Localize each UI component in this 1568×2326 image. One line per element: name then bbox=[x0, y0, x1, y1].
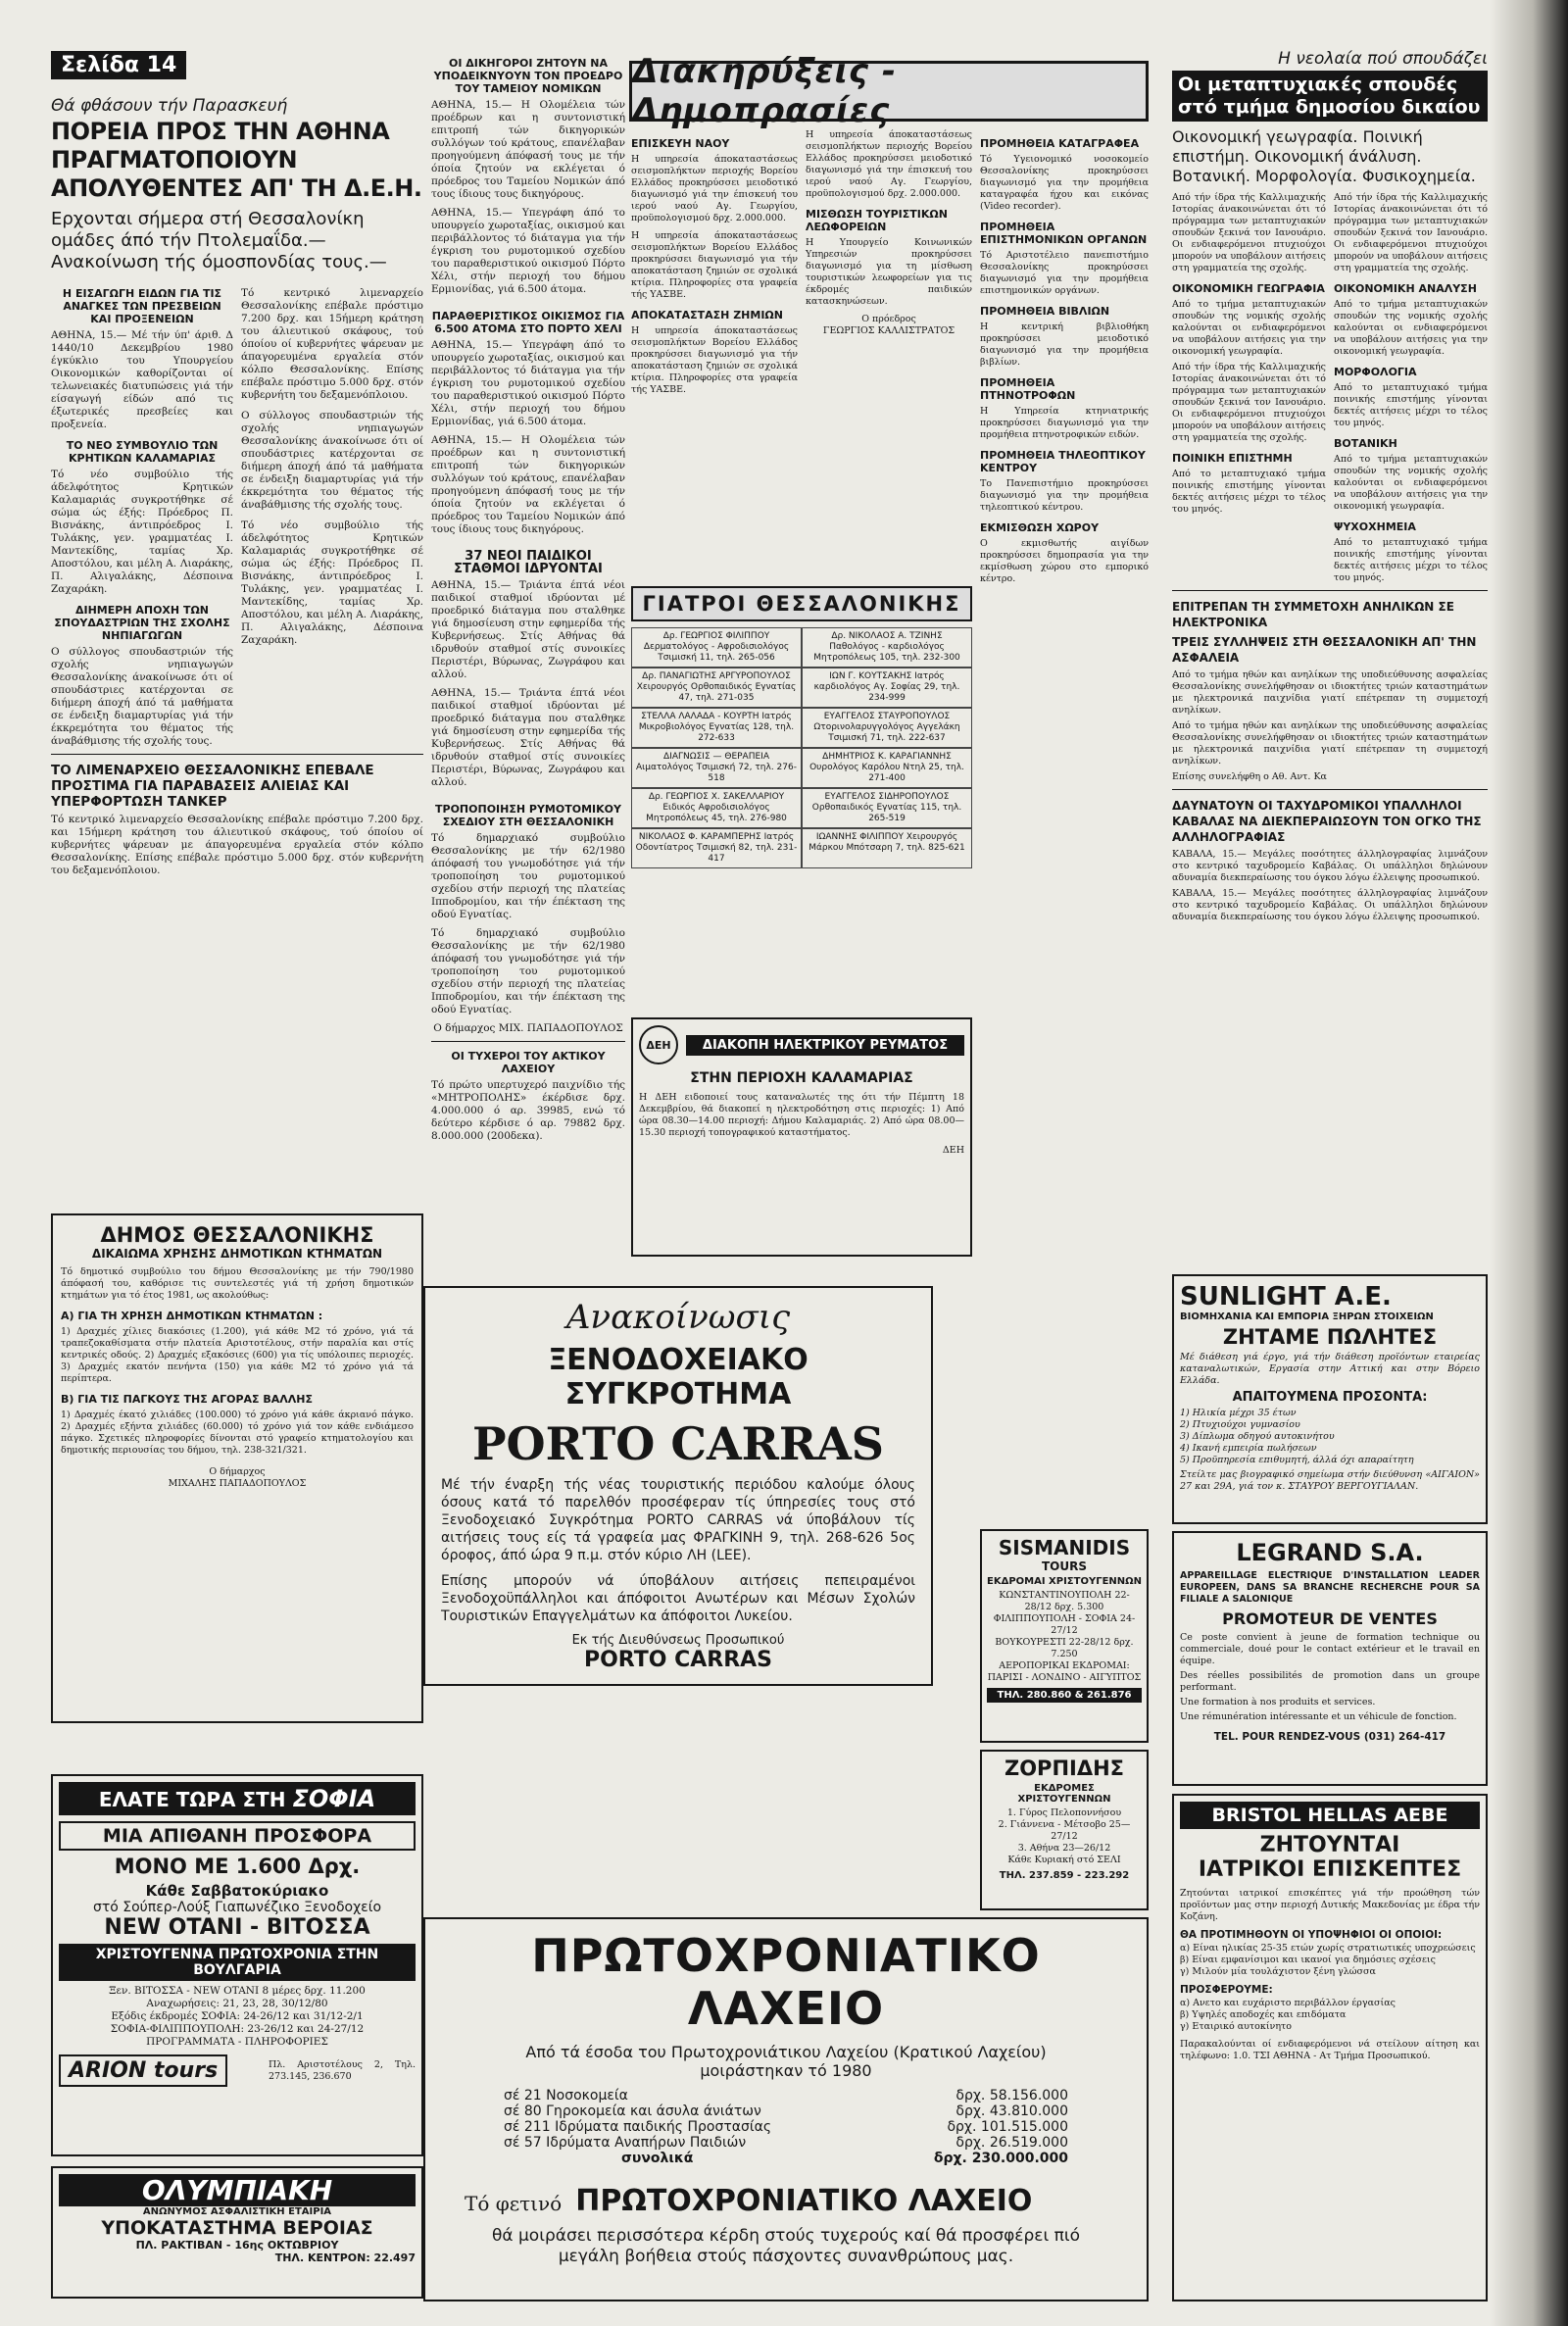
column-2 bbox=[431, 49, 625, 1143]
page-number: Σελίδα 14 bbox=[51, 51, 186, 79]
lottery-row-desc: σέ 211 Ιδρύματα παιδικής Προστασίας bbox=[504, 2119, 772, 2135]
section-body: Τό νέο συμβούλιο τής άδελφότητος Κρητικών Καλαμαριάς συγκροτήθηκε σέ σώμα ώς έξής: Πρόεδρος Π. Βισνάκης, άντιπρόεδρος Ι. Τυλάκης, γεν. γραμματέας Ι. Μαντεκίδης, ταμίας Χρ. Αποστόλου, και μέλη Α. Λιαράκης, Π. Αλιγαλάκης, Δέσποινα Ζαχαράκη. bbox=[51, 469, 233, 595]
ad-line: ΚΩΝΣΤΑΝΤΙΝΟΥΠΟΛΗ 22-28/12 δρχ. 5.300 bbox=[999, 1590, 1130, 1612]
olympiaki-insurance-ad bbox=[51, 2166, 423, 2299]
section-title: ΜΟΡΦΟΛΟΓΙΑ bbox=[1334, 366, 1417, 378]
ad-line: Κάθε Σαββατοκύριακο bbox=[145, 1882, 329, 1900]
doctor-entry: ΙΩΑΝΝΗΣ ΦΙΛΙΠΠΟΥ Χειρουργός Μάρκου Μπότσαρη 7, τηλ. 825-621 bbox=[802, 828, 972, 868]
section-headline: ΤΟ ΛΙΜΕΝΑΡΧΕΙΟ ΘΕΣΣΑΛΟΝΙΚΗΣ ΕΠΕΒΑΛΕ ΠΡΟΣΤΙΜΑ ΓΙΑ ΠΑΡΑΒΑΣΕΙΣ ΑΛΙΕΙΑΣ ΚΑΙ ΥΠΕΡΦΟΡΤΩΣΗ ΤΑΝΚΕΡ bbox=[51, 763, 374, 810]
page-curl-edge bbox=[1490, 0, 1568, 2326]
signature-name: ΜΙΧΑΛΗΣ ΠΑΠΑΔΟΠΟΥΛΟΣ bbox=[168, 1478, 307, 1489]
section-body: ΑΘΗΝΑ, 15.— Υπεγράφη άπό το υπουργείο χωροταξίας, οικισμού και περιβάλλοντος τό διάταγμα για τήν έγκριση του ρυμοτομικού σχεδίου του παραθεριστικού οικισμού Πόρτο Χέλι, στήν περιοχή του δήμου Ερμιονίδας, γιά 6.500 άτομα. bbox=[431, 339, 625, 427]
ad-line: ΒΟΥΚΟΥΡΕΣΤΙ 22-28/12 δρχ. 7.250 bbox=[995, 1637, 1134, 1659]
doctor-entry: Δρ. ΓΕΩΡΓΙΟΣ Χ. ΣΑΚΕΛΛΑΡΙΟΥ Ειδικός Αφροδισιολόγος Μητροπόλεως 45, τηλ. 276-980 bbox=[631, 788, 802, 828]
sunlight-ad bbox=[1172, 1274, 1488, 1524]
porto-carras-announcement bbox=[423, 1286, 933, 1686]
ad-phone: ΤΗΛ. 280.860 & 261.876 bbox=[987, 1688, 1142, 1703]
ad-offer: Une rémunération intéressante et un véhicule de fonction. bbox=[1180, 1711, 1457, 1722]
notice-title: ΠΡΟΜΗΘΕΙΑ ΒΙΒΛΙΩΝ bbox=[980, 305, 1110, 318]
section-body: ΑΘΗΝΑ, 15.— Υπεγράφη άπό το υπουργείο χωροταξίας, οικισμού και περιβάλλοντος τό διάταγμα για τήν έγκριση του ρυμοτομικού σχεδίου του παραθεριστικού οικισμού Πόρτο Χέλι, στήν περιοχή του δήμου Ερμιονίδας, γιά 6.500 άτομα. bbox=[431, 207, 625, 295]
ad-subbrand: TOURS bbox=[1041, 1559, 1087, 1573]
ad-detail: ΠΡΟΓΡΑΜΜΑΤΑ - ΠΛΗΡΟΦΟΡΙΕΣ bbox=[146, 2036, 328, 2048]
ad-lead bbox=[59, 1782, 416, 1815]
section-body: ΑΘΗΝΑ, 15.— Τριάντα έπτά νέοι παιδικοί σταθμοί ιδρύονται μέ προεδρικό διάταγμα που σταλθηκε γιά δημοσίευση στην εφημερίδα τής Κυβερνήσεως. Στίς Αθήνας θά ιδρυθούν σταθμοί στίς συνοικίες Περιστέρι, Βύρωνας, Ζωγράφου και αλλού. bbox=[431, 579, 625, 680]
doctor-entry: Δρ. ΓΕΩΡΓΙΟΣ ΦΙΛΙΠΠΟΥ Δερματολόγος - Αφροδισιολόγος Τσιμισκή 11, τηλ. 265-056 bbox=[631, 627, 802, 668]
lottery-row bbox=[504, 2135, 1068, 2151]
ad-req: 1) Ηλικία μέχρι 35 έτων bbox=[1180, 1408, 1297, 1418]
article-subhead: Οικονομική γεωγραφία. Ποινική επιστήμη. Οικονομική άνάλυση. Βοτανική. Μορφολογία. Φυσικοχημεία. bbox=[1172, 127, 1476, 185]
ad-line: ΑΕΡΟΠΟΡΙΚΑΙ ΕΚΔΡΟΜΑΙ: ΠΑΡΙΣΙ - ΛΟΝΔΙΝΟ - ΑΙΓΥΠΤΟΣ bbox=[987, 1660, 1142, 1683]
article-body: Ο σύλλογος σπουδαστριών τής σχολής νηπιαγωγών Θεσσαλονίκης άνακοίνωσε ότι οί σπουδάστριες κατέρχονται σε διήμερη άποχή άπό τά μαθήματα σε ένδειξη διαμαρτυρίας γιά τήν έκκρεμότητα του θέματος τής άναβάθμισης τής σχολής τους. bbox=[241, 410, 423, 511]
notices-column-c bbox=[980, 129, 1149, 585]
notice-body: Η υπηρεσία άποκαταστάσεως σεισμοπλήκτων περιοχής Βορείου Ελλάδος προκηρύσσει μειοδοτικό διαγωνισμό γιά την έπισκευή του ιερού ναού Αγ. Γεωργίου, προϋπολογισμού δρχ. 2.000.000. bbox=[806, 129, 972, 199]
notice-body: Ο εκμισθωτής αιγίδων προκηρύσσει δημοπρασία για την εκμίσθωση χώρου στο εμπορικό κέντρο. bbox=[980, 538, 1149, 584]
zorpidis-tours-ad bbox=[980, 1750, 1149, 1910]
ad-req: 2) Πτυχιούχοι γυμνασίου bbox=[1180, 1419, 1300, 1430]
article-headline: ΠΟΡΕΙΑ ΠΡΟΣ ΤΗΝ ΑΘΗΝΑ ΠΡΑΓΜΑΤΟΠΟΙΟΥΝ ΑΠΟΛΥΘΕΝΤΕΣ ΑΠ' ΤΗ Δ.Ε.Η. bbox=[51, 118, 422, 202]
ad-req-title: ΑΠΑΙΤΟΥΜΕΝΑ ΠΡΟΣΟΝΤΑ: bbox=[1232, 1390, 1428, 1405]
agency-logo: ARION tours bbox=[59, 2054, 227, 2087]
ad-brand: ΣΟΦΙΑ bbox=[292, 1785, 376, 1812]
ad-req: 5) Προϋπηρεσία επιθυμητή, άλλά όχι απαραίτητη bbox=[1180, 1455, 1414, 1465]
lottery-total-row bbox=[504, 2151, 1068, 2166]
section-title: ΤΡΟΠΟΠΟΙΗΣΗ ΡΥΜΟΤΟΜΙΚΟΥ ΣΧΕΔΙΟΥ ΣΤΗ ΘΕΣΣΑΛΟΝΙΚΗ bbox=[435, 803, 621, 828]
dei-body: Η ΔΕΗ ειδοποιεί τους καταναλωτές της ότι τήν Πέμπτη 18 Δεκεμβρίου, θά διακοπεί η ηλεκτροδότηση στις περιοχές: 1) Από ώρα 08.30—14.00 περιοχή: Δήμου Καλαμαριάς. 2) Από ώρα 08.00—15.30 περιοχή τοπογραφικού καταστήματος. bbox=[639, 1092, 964, 1138]
bristol-hellas-ad bbox=[1172, 1794, 1488, 2301]
doctor-entry: ΕΥΑΓΓΕΛΟΣ ΣΤΑΥΡΟΠΟΥΛΟΣ Ωτορινολαρυγγολόγος Αγγελάκη Τσιμισκή 71, τηλ. 222-637 bbox=[802, 708, 972, 748]
article-kicker: Θά φθάσουν τήν Παρασκευή bbox=[51, 96, 288, 116]
ad-brand: ΟΛΥΜΠΙΑΚΗ bbox=[59, 2174, 416, 2206]
announcement-sign-brand: PORTO CARRAS bbox=[583, 1648, 773, 1672]
announcement-body: Επίσης μπορούν νά ύποβάλουν αιτήσεις πεπειραμένοι Ξενοδοχοϋπάλληλοι και άπόφοιτοι Ανωτέρων και Μέσων Σχολών Τουριστικών Επαγγελμάτων κα άπόφοιτοι Λυκείου. bbox=[441, 1573, 915, 1624]
ad-offer: Une formation à nos produits et services. bbox=[1180, 1697, 1376, 1707]
ad-detail: Αναχωρήσεις: 21, 23, 28, 30/12/80 bbox=[146, 1998, 328, 2009]
section-body: Τό πρώτο υπερτυχερό παιχνίδιο τής «ΜΗΤΡΟΠΟΛΗΣ» έκέρδισε δρχ. 4.000.000 ό αρ. 39985, ενώ τό δεύτερο κέρδισε ό αρ. 79882 δρχ. 8.000.000 (200δεκα). bbox=[431, 1079, 625, 1142]
section-title: ΔΙΗΜΕΡΗ ΑΠΟΧΗ ΤΩΝ ΣΠΟΥΔΑΣΤΡΙΩΝ ΤΗΣ ΣΧΟΛΗΣ ΝΗΠΙΑΓΩΓΩΝ bbox=[54, 604, 230, 642]
ad-phone: ΤΗΛ. ΚΕΝΤΡΟΝ: 22.497 bbox=[274, 2252, 416, 2264]
lottery-footer-title: ΠΡΩΤΟΧΡΟΝΙΑΤΙΚΟ ΛΑΧΕΙΟ bbox=[575, 2184, 1033, 2218]
notice-body: Τό Υγειονομικό νοσοκομείο Θεσσαλονίκης προκηρύσσει διαγωνισμό για την προμήθεια καταγραφέα ήχου και εικόνας (Video recorder). bbox=[980, 154, 1149, 212]
section-body: ΚΑΒΑΛΑ, 15.— Μεγάλες ποσότητες άλληλογραφίας λιμνάζουν στο κεντρικό ταχυδρομείο Καβάλας. Οι υπάλληλοι δηλώνουν αδυναμία διεκπεραίωσης του όγκου λόγω έλλειψης προσωπικού. bbox=[1172, 888, 1488, 922]
notice-body: Τό δημοτικό συμβούλιο του δήμου Θεσσαλονίκης με τήν 790/1980 άπόφασή του, καθόρισε τις συντελεστές γιά τή χρήση δημοτικών κτημάτων για τό έτος 1981, ως ακολούθως: bbox=[61, 1266, 414, 1301]
notices-banner bbox=[629, 52, 1149, 130]
ad-desc: ΒΙΟΜΗΧΑΝΙΑ ΚΑΙ ΕΜΠΟΡΙΑ ΞΗΡΩΝ ΣΤΟΙΧΕΙΩΝ bbox=[1180, 1311, 1434, 1322]
doctor-entry: ΔΗΜΗΤΡΙΟΣ Κ. ΚΑΡΑΓΙΑΝΝΗΣ Ουρολόγος Καρόλου Ντηλ 25, τηλ. 271-400 bbox=[802, 748, 972, 788]
ad-intro: Μέ διάθεση γιά έργο, γιά τήν διάθεση προϊόντων εταιρείας καταναλωτικών, Εργασία στην Αττική και στην Βόρειο Ελλάδα. bbox=[1180, 1352, 1480, 1386]
section-body: ΚΑΒΑΛΑ, 15.— Μεγάλες ποσότητες άλληλογραφίας λιμνάζουν στο κεντρικό ταχυδρομείο Καβάλας. Οι υπάλληλοι δηλώνουν αδυναμία διεκπεραίωσης του όγκου λόγω έλλειψης προσωπικού. bbox=[1172, 849, 1488, 883]
ad-offer: β) Υψηλές αποδοχές και επιδόματα bbox=[1180, 2009, 1347, 2020]
article-subhead: Ερχονται σήμερα στή Θεσσαλονίκη ομάδες άπό τήν Πτολεμαΐδα.— Ανακοίνωση τής όμοσπονδίας τους.— bbox=[51, 209, 387, 272]
notices-column-a bbox=[631, 129, 798, 396]
ad-branch: ΥΠΟΚΑΤΑΣΤΗΜΑ ΒΕΡΟΙΑΣ bbox=[101, 2217, 373, 2239]
ad-intro: Ce poste convient à jeune de formation technique ou commerciale, doué pour le contact extérieur et le travail en équipe. bbox=[1180, 1632, 1480, 1666]
ad-offer-title: ΠΡΟΣΦΕΡΟΥΜΕ: bbox=[1180, 1984, 1273, 1996]
lottery-row-desc: σέ 80 Γηροκομεία και άσυλα άνιάτων bbox=[504, 2103, 761, 2119]
section-subheadline: ΤΡΕΙΣ ΣΥΛΛΗΨΕΙΣ ΣΤΗ ΘΕΣΣΑΛΟΝΙΚΗ ΑΠ' ΤΗΝ ΑΣΦΑΛΕΙΑ bbox=[1172, 635, 1477, 665]
signature-role: Ο πρόεδρος bbox=[861, 314, 916, 324]
doctor-entry: Δρ. ΝΙΚΟΛΑΟΣ Α. ΤΖΙΝΗΣ Παθολόγος - καρδιολόγος Μητροπόλεως 105, τηλ. 232-300 bbox=[802, 627, 972, 668]
announcement-title: ΞΕΝΟΔΟΧΕΙΑΚΟ ΣΥΓΚΡΟΤΗΜΑ bbox=[548, 1343, 808, 1411]
notice-body: Η υπηρεσία άποκαταστάσεως σεισμοπλήκτων Βορείου Ελλάδος προκηρύσσει διαγωνισμό για τήν αποκατάσταση ζημιών σε σχολικά κτίρια. Πληροφορίες στα γραφεία τής ΥΑΣΒΕ. bbox=[631, 230, 798, 300]
ad-line: 3. Αθήνα 23—26/12 bbox=[1017, 1843, 1111, 1854]
notice-body: Η κεντρική βιβλιοθήκη προκηρύσσει μειοδοτικό διαγωνισμό για την προμήθεια βιβλίων. bbox=[980, 322, 1149, 368]
ad-desc: APPAREILLAGE ELECTRIQUE D'INSTALLATION LEADER EUROPEEN, DANS SA BRANCHE RECHERCHE POUR SA FILIALE A SALONIQUE bbox=[1180, 1570, 1480, 1605]
notice-section: Α) ΓΙΑ ΤΗ ΧΡΗΣΗ ΔΗΜΟΤΙΚΩΝ ΚΤΗΜΑΤΩΝ : bbox=[61, 1310, 323, 1322]
dei-logo: ΔΕΗ bbox=[639, 1025, 678, 1064]
section-title: ΠΟΙΝΙΚΗ ΕΠΙΣΤΗΜΗ bbox=[1172, 452, 1293, 465]
ad-address: ΠΛ. ΡΑΚΤΙΒΑΝ - 16ης ΟΚΤΩΒΡΙΟΥ bbox=[135, 2239, 339, 2252]
announcement-sign: Εκ τής Διευθύνσεως Προσωπικού bbox=[571, 1633, 785, 1648]
section-title: 37 ΝΕΟΙ ΠΑΙΔΙΚΟΙ ΣΤΑΘΜΟΙ ΙΔΡΥΟΝΤΑΙ bbox=[454, 549, 603, 576]
ad-offer: Des réelles possibilités de promotion dans un groupe performant. bbox=[1180, 1670, 1480, 1693]
ad-headline: ΖΗΤΟΥΝΤΑΙ bbox=[1259, 1833, 1400, 1857]
notice-section: Β) ΓΙΑ ΤΙΣ ΠΑΓΚΟΥΣ ΤΗΣ ΑΓΟΡΑΣ ΒΑΛΛΗΣ bbox=[61, 1393, 314, 1406]
ad-headline: ΙΑΤΡΙΚΟΙ ΕΠΙΣΚΕΠΤΕΣ bbox=[1198, 1857, 1462, 1882]
lottery-row bbox=[504, 2119, 1068, 2135]
section-body: Από το μεταπτυχιακό τμήμα ποινικής επιστήμης γίνονται δεκτές αιτήσεις μέχρι το τέλος του μηνός. bbox=[1334, 382, 1488, 428]
notices-column-b bbox=[806, 129, 972, 337]
section-title: ΟΙΚΟΝΟΜΙΚΗ ΑΝΑΛΥΣΗ bbox=[1334, 282, 1477, 295]
notice-title: ΑΠΟΚΑΤΑΣΤΑΣΗ ΖΗΜΙΩΝ bbox=[631, 309, 783, 322]
ad-line: Κάθε Κυριακή στό ΣΕΛΙ bbox=[1007, 1855, 1121, 1865]
article-body: Από τήν ίδρα τής Καλλιμαχικής Ιστορίας άνακοινώνεται ότι τό πρόγραμμα των μεταπτυχιακών σπουδών ξεκινά τον Ιανουάριο. Οι ενδιαφερόμενοι πτυχιούχοι μπορούν να υποβάλουν αιτήσεις στη γραμματεία της σχολής. bbox=[1172, 192, 1326, 273]
ad-contact: Παρακαλούνται οί ενδιαφερόμενοι νά στείλουν αίτηση και τηλέφωνο: 1.0. ΤΣΙ ΑΘΗΝΑ - Ατ Τμήμα Προσωπικού. bbox=[1180, 2039, 1480, 2061]
notice-body: Η υπηρεσία άποκαταστάσεως σεισμοπλήκτων περιοχής Βορείου Ελλάδος προκηρύσσει μειοδοτικό διαγωνισμό γιά την έπισκευή του ιερού ναού Αγ. Γεωργίου, προϋπολογισμού δρχ. 2.000.000. bbox=[631, 154, 798, 223]
banner-title: Διακηρύξεις - Δημοπρασίες bbox=[632, 52, 897, 130]
ad-headline: PROMOTEUR DE VENTES bbox=[1222, 1609, 1438, 1628]
lottery-footer-lead: Τό φετινό bbox=[465, 2192, 563, 2215]
notice-section-body: 1) Δραχμές χίλιες διακόσιες (1.200), γιά κάθε Μ2 τό χρόνο, γιά τά τραπεζοκαθίσματα στήν πλατεία Αριστοτέλους, στήν παραλία και στίς κεντρικές οδούς. 2) Δραχμές εξακόσιες (600) για τίς υπόλοιπες περιοχές. 3) Δραχμές εκατόν πενήντα (150) για κάθε Μ2 τό χρόνο γιά τά περίπτερα. bbox=[61, 1326, 414, 1384]
sofia-travel-ad bbox=[51, 1774, 423, 2156]
ad-phone: TEL. POUR RENDEZ-VOUS (031) 264-417 bbox=[1213, 1731, 1446, 1743]
section-title: ΟΙΚΟΝΟΜΙΚΗ ΓΕΩΓΡΑΦΙΑ bbox=[1172, 282, 1325, 295]
article-body: Από τήν ίδρα τής Καλλιμαχικής Ιστορίας άνακοινώνεται ότι τό πρόγραμμα των μεταπτυχιακών σπουδών ξεκινά τον Ιανουάριο. Οι ενδιαφερόμενοι πτυχιούχοι μπορούν να υποβάλουν αιτήσεις στη γραμματεία της σχολής. bbox=[1334, 192, 1488, 273]
notice-body: Η Υπουργείο Κοινωνικών Υπηρεσιών προκηρύσσει διαγωνισμό για τη μίσθωση τουριστικών λεωφορείων για τις έκδρομές παιδικών κατασκηνώσεων. bbox=[806, 237, 972, 307]
lottery-row-desc: σέ 21 Νοσοκομεία bbox=[504, 2088, 628, 2103]
dei-sign: ΔΕΗ bbox=[942, 1145, 964, 1156]
doctor-entry: ΝΙΚΟΛΑΟΣ Φ. ΚΑΡΑΜΠΕΡΗΣ Ιατρός Οδοντίατρος Τσιμισκή 82, τηλ. 231-417 bbox=[631, 828, 802, 868]
ad-req-title: ΘΑ ΠΡΟΤΙΜΗΘΟΥΝ ΟΙ ΥΠΟΨΗΦΙΟΙ ΟΙ ΟΠΟΙΟΙ: bbox=[1180, 1929, 1443, 1941]
article-kicker: Η νεολαία πού σπουδάζει bbox=[1278, 49, 1488, 69]
column-1 bbox=[51, 96, 423, 877]
section-title: ΨΥΧΟΧΗΜΕΙΑ bbox=[1334, 520, 1416, 533]
announcement-kicker: Ανακοίνωσις bbox=[565, 1298, 791, 1337]
section-title: ΒΟΤΑΝΙΚΗ bbox=[1334, 437, 1397, 450]
ad-offer: γ) Εταιρικό αυτοκίνητο bbox=[1180, 2021, 1292, 2032]
section-title: ΟΙ ΤΥΧΕΡΟΙ ΤΟΥ ΑΚΤΙΚΟΥ ΛΑΧΕΙΟΥ bbox=[451, 1050, 606, 1075]
signature-name: ΓΕΩΡΓΙΟΣ ΚΑΛΛΙΣΤΡΑΤΟΣ bbox=[822, 325, 956, 336]
announcement-body: Μέ τήν έναρξη τής νέας τουριστικής περιόδου καλούμε όλους όσους κατά τό παρελθόν προσέφεραν τίς ύπηρεσίες τους στό Ξενοδοχειακό Συγκρότημα PORTO CARRAS νά ύποβάλουν τίς αιτήσεις τους είς τά γραφεία μας ΦΡΑΓΚΙΝΗ 9, τηλ. 268-626 5ος όροφος, άπό ώρα 9 π.μ. στόν κύριο ΛΗ (LEE). bbox=[441, 1477, 915, 1563]
lottery-row bbox=[504, 2088, 1068, 2103]
sismanidis-tours-ad bbox=[980, 1529, 1149, 1743]
lottery-row-amount: δρχ. 26.519.000 bbox=[956, 2135, 1068, 2151]
section-title: ΟΙ ΔΙΚΗΓΟΡΟΙ ΖΗΤΟΥΝ ΝΑ ΥΠΟΔΕΙΚΝΥΟΥΝ ΤΟΝ ΠΡΟΕΔΡΟ ΤΟΥ ΤΑΜΕΙΟΥ ΝΟΜΙΚΩΝ bbox=[433, 57, 623, 95]
doctor-entry: ΙΩΝ Γ. ΚΟΥΤΣΑΚΗΣ Ιατρός καρδιολόγος Αγ. Σοφίας 29, τηλ. 234-999 bbox=[802, 668, 972, 708]
section-body: Τό δημαρχιακό συμβούλιο Θεσσαλονίκης με τήν 62/1980 άπόφασή του γνωμοδότησε γιά τήν τροποποίηση του ρυμοτομικού σχεδίου στήν περιοχή της πλατείας Ιπποδρομίου, και τήν έπέκταση της οδού Εγνατίας. bbox=[431, 927, 625, 1015]
article-headline: Οι μεταπτυχιακές σπουδές στό τμήμα δημοσίου δικαίου bbox=[1172, 71, 1488, 122]
ad-intro: Ζητούνται ιατρικοί επισκέπτες γιά τήν προώθηση τών προϊόντων μας στην περιοχή Δυτικής Μακεδονίας με έδρα τήν Κοζάνη. bbox=[1180, 1888, 1480, 1922]
section-body: Τό κεντρικό λιμεναρχείο Θεσσαλονίκης επέβαλε πρόστιμο 7.200 δρχ. και 15ήμερη κράτηση του άλιευτικού σκάφους, τού όποίου οί κυβερνήτες ψάρευαν με άπαγορευμένα εργαλεία στόν κόλπο Θεσσαλονίκης. Επίσης επέβαλε πρόστιμο 5.000 δρχ. στόν κυβερνήτη του δεξαμενόπλοιου. bbox=[51, 814, 423, 876]
legrand-ad bbox=[1172, 1531, 1488, 1786]
section-title: ΠΑΡΑΘΕΡΙΣΤΙΚΟΣ ΟΙΚΙΣΜΟΣ ΓΙΑ 6.500 ΑΤΟΜΑ ΣΤΟ ΠΟΡΤΟ ΧΕΛΙ bbox=[431, 310, 625, 335]
ad-contact: Στείλτε μας βιογραφικό σημείωμα στήν διεύθυνση «ΑΙΓΑΙΟΝ» 27 και 29Α, γιά τον κ. ΣΤΑΥΡΟΥ ΒΕΡΓΟΥΓΙΑΛΑΝ. bbox=[1180, 1469, 1480, 1492]
ad-req: 4) Ικανή εμπειρία πωλήσεων bbox=[1180, 1443, 1317, 1454]
doctor-entry: Δρ. ΠΑΝΑΓΙΩΤΗΣ ΑΡΓΥΡΟΠΟΥΛΟΣ Χειρουργός Ορθοπαιδικός Εγνατίας 47, τηλ. 271-035 bbox=[631, 668, 802, 708]
notice-title: ΠΡΟΜΗΘΕΙΑ ΤΗΛΕΟΠΤΙΚΟΥ ΚΕΝΤΡΟΥ bbox=[980, 449, 1146, 474]
lottery-row-amount: δρχ. 101.515.000 bbox=[947, 2119, 1068, 2135]
lottery-row-amount: δρχ. 230.000.000 bbox=[933, 2151, 1068, 2166]
section-headline: ΕΠΙΤΡΕΠΑΝ ΤΗ ΣΥΜΜΕΤΟΧΗ ΑΝΗΛΙΚΩΝ ΣΕ ΗΛΕΚΤΡΟΝΙΚΑ bbox=[1172, 600, 1454, 629]
section-body: ΑΘΗΝΑ, 15.— Η Ολομέλεια τών προέδρων και η συντονιστική επιτροπή τών δικηγορικών συλλόγων τού κράτους, επανέλαβαν προηγούμενη άπόφασή τους με τήν όποία ζητούν να εκλέγεται ό πρόεδρος του Ταμείου Νομικών άπό τους ίδιους τους δικηγόρους. bbox=[431, 434, 625, 535]
ad-headline: ΖΗΤΑΜΕ ΠΩΛΗΤΕΣ bbox=[1222, 1325, 1438, 1349]
signature: Ο δήμαρχος ΜΙΧ. ΠΑΠΑΔΟΠΟΥΛΟΣ bbox=[433, 1022, 623, 1034]
section-body: Από το μεταπτυχιακό τμήμα ποινικής επιστήμης γίνονται δεκτές αιτήσεις μέχρι το τέλος του μηνός. bbox=[1334, 537, 1488, 583]
section-title: ΤΟ ΝΕΟ ΣΥΜΒΟΥΛΙΟ ΤΩΝ ΚΡΗΤΙΚΩΝ ΚΑΛΑΜΑΡΙΑΣ bbox=[66, 439, 219, 465]
ad-detail: Ξεν. ΒΙΤΟΣΣΑ - NEW OTANI 8 μέρες δρχ. 11.200 bbox=[109, 1985, 366, 1997]
section-body: Από το τμήμα μεταπτυχιακών σπουδών της νομικής σχολής καλούνται οι ενδιαφερόμενοι να υποβάλουν αιτήσεις για την οικονομική γεωγραφία. bbox=[1172, 299, 1326, 357]
notice-body: Τό Αριστοτέλειο πανεπιστήμιο Θεσσαλονίκης προκηρύσσει διαγωνισμό για την προμήθεια επιστημονικών οργάνων. bbox=[980, 250, 1149, 296]
ad-desc: ΑΝΩΝΥΜΟΣ ΑΣΦΑΛΙΣΤΙΚΗ ΕΤΑΙΡΙΑ bbox=[142, 2206, 332, 2217]
ad-brand: BRISTOL HELLAS AEBE bbox=[1180, 1802, 1480, 1829]
municipal-notice bbox=[51, 1213, 423, 1723]
section-body: Τό δημαρχιακό συμβούλιο Θεσσαλονίκης με τήν 62/1980 άπόφασή του γνωμοδότησε γιά τήν τροποποίηση του ρυμοτομικού σχεδίου στήν περιοχή της πλατείας Ιπποδρομίου, και τήν έπέκταση της οδού Εγνατίας. bbox=[431, 832, 625, 920]
doctor-entry: ΣΤΕΛΛΑ ΛΑΛΑΔΑ - ΚΟΥΡΤΗ Ιατρός Μικροβιολόγος Εγνατίας 128, τηλ. 272-633 bbox=[631, 708, 802, 748]
notice-body: Το Πανεπιστήμιο προκηρύσσει διαγωνισμό για την προμήθεια τηλεοπτικού κέντρου. bbox=[980, 478, 1149, 513]
ad-line: στό Σούπερ-Λούξ Γιαπωνέζικο Ξενοδοχείο bbox=[92, 1900, 382, 1915]
new-year-lottery-ad bbox=[423, 1917, 1149, 2301]
power-outage-notice bbox=[631, 1017, 972, 1257]
lottery-footer-body: θά μοιράσει περισσότερα κέρδη στούς τυχερούς καί θά προσφέρει πιό μεγάλη βοήθεια στούς πάσχοντες συνανθρώπους μας. bbox=[491, 2226, 1081, 2266]
lottery-row-desc: συνολικά bbox=[621, 2151, 694, 2166]
doctors-grid bbox=[631, 627, 972, 868]
dei-subtitle: ΣΤΗΝ ΠΕΡΙΟΧΗ ΚΑΛΑΜΑΡΙΑΣ bbox=[690, 1070, 913, 1086]
section-body: ΑΘΗΝΑ, 15.— Η Ολομέλεια τών προέδρων και η συντονιστική επιτροπή τών δικηγορικών συλλόγων τού κράτους, επανέλαβαν προηγούμενη άπόφασή τους με τήν όποία ζητούν να εκλέγεται ό πρόεδρος του Ταμείου Νομικών άπό τους ίδιους τους δικηγόρους. bbox=[431, 99, 625, 200]
notice-title: ΠΡΟΜΗΘΕΙΑ ΠΤΗΝΟΤΡΟΦΩΝ bbox=[980, 376, 1076, 402]
ad-brand: LEGRAND S.A. bbox=[1236, 1539, 1424, 1566]
section-body: Από το τμήμα ηθών και ανηλίκων της υποδιεύθυνσης ασφαλείας Θεσσαλονίκης συνελήφθησαν οι ιδιοκτήτες τριών καταστημάτων με ηλεκτρονικά παιχνίδια γιατί επέτρεπαν τη συμμετοχή ανηλίκων. bbox=[1172, 669, 1488, 716]
doctor-entry: ΕΥΑΓΓΕΛΟΣ ΣΙΔΗΡΟΠΟΥΛΟΣ Ορθοπαιδικός Εγνατίας 115, τηλ. 265-519 bbox=[802, 788, 972, 828]
lottery-title: ΠΡΩΤΟΧΡΟΝΙΑΤΙΚΟ ΛΑΧΕΙΟ bbox=[531, 1929, 1041, 2035]
ad-req: γ) Μιλούν μία τουλάχιστον ξένη γλώσσα bbox=[1180, 1966, 1376, 1977]
section-body: Από το τμήμα μεταπτυχιακών σπουδών της νομικής σχολής καλούνται οι ενδιαφερόμενοι να υποβάλουν αιτήσεις για την οικονομική γεωγραφία. bbox=[1334, 454, 1488, 512]
section-body: Ο σύλλογος σπουδαστριών τής σχολής νηπιαγωγών Θεσσαλονίκης άνακοίνωσε ότι οί σπουδάστριες κατέρχονται σε διήμερη άποχή άπό τά μαθήματα σε ένδειξη διαμαρτυρίας γιά τήν έκκρεμότητα του θέματος τής άναβάθμισης τής σχολής τους. bbox=[51, 646, 233, 747]
notice-section-body: 1) Δραχμές έκατό χιλιάδες (100.000) τό χρόνο γιά κάθε άκριανό πάγκο. 2) Δραχμές εξήντα χιλιάδες (60.000) τό χρόνο γιά τον κάθε ενδιάμεσο πάγκο. Σχετικές πληροφορίες δίνονται στό γραφείο κτηματολογίου και δημοτικής περιουσίας του δήμου, τηλ. 238-321/321. bbox=[61, 1410, 414, 1456]
signature-role: Ο δήμαρχος bbox=[209, 1466, 266, 1477]
ad-headline: ΕΚΔΡΟΜΑΙ ΧΡΙΣΤΟΥΓΕΝΝΩΝ bbox=[987, 1576, 1143, 1587]
notice-title: ΜΙΣΘΩΣΗ ΤΟΥΡΙΣΤΙΚΩΝ ΛΕΩΦΟΡΕΙΩΝ bbox=[806, 208, 948, 233]
lottery-row bbox=[504, 2103, 1068, 2119]
column-5 bbox=[1172, 49, 1488, 923]
section-headline: ΔΑΥΝΑΤΟΥΝ ΟΙ ΤΑΧΥΔΡΟΜΙΚΟΙ ΥΠΑΛΛΗΛΟΙ ΚΑΒΑΛΑΣ ΝΑ ΔΙΕΚΠΕΡΑΙΩΣΟΥΝ ΤΟΝ ΟΓΚΟ ΤΗΣ ΑΛΛΗΛΟΓΡΑΦΙΑΣ bbox=[1172, 799, 1482, 844]
doctors-directory bbox=[631, 580, 972, 868]
notice-title: ΕΠΙΣΚΕΥΗ ΝΑΟΥ bbox=[631, 137, 730, 150]
section-body: Από το μεταπτυχιακό τμήμα ποινικής επιστήμης γίνονται δεκτές αιτήσεις μέχρι το τέλος του μηνός. bbox=[1172, 469, 1326, 515]
section-body: Από το τμήμα μεταπτυχιακών σπουδών της νομικής σχολής καλούνται οι ενδιαφερόμενοι να υποβάλουν αιτήσεις για την οικονομική γεωγραφία. bbox=[1334, 299, 1488, 357]
notice-title: ΠΡΟΜΗΘΕΙΑ ΕΠΙΣΤΗΜΟΝΙΚΩΝ ΟΡΓΑΝΩΝ bbox=[980, 221, 1148, 246]
notice-subtitle: ΔΙΚΑΙΩΜΑ ΧΡΗΣΗΣ ΔΗΜΟΤΙΚΩΝ ΚΤΗΜΑΤΩΝ bbox=[91, 1247, 383, 1261]
notice-body: Η Υπηρεσία κτηνιατρικής προκηρύσσει διαγωνισμό για την προμήθεια πτηνοτροφικών ειδών. bbox=[980, 406, 1149, 440]
ad-req: 3) Δίπλωμα οδηγού αυτοκινήτου bbox=[1180, 1431, 1335, 1442]
ad-req: β) Είναι εμφανίσιμοι και ικανοί για δημόσιες σχέσεις bbox=[1180, 1955, 1436, 1965]
article-body: Τό νέο συμβούλιο τής άδελφότητος Κρητικών Καλαμαριάς συγκροτήθηκε σέ σώμα ώς έξής: Πρόεδρος Π. Βισνάκης, άντιπρόεδρος Ι. Τυλάκης, γεν. γραμματέας Ι. Μαντεκίδης, ταμίας Χρ. Αποστόλου, και μέλη Α. Λιαράκης, Π. Αλιγαλάκης, Δέσποινα Ζαχαράκη. bbox=[241, 520, 423, 646]
ad-offer: ΜΙΑ ΑΠΙΘΑΝΗ ΠΡΟΣΦΟΡΑ bbox=[59, 1821, 416, 1851]
ad-detail: Εξόδις έκδρομές ΣΟΦΙΑ: 24-26/12 και 31/12-2/1 bbox=[111, 2010, 364, 2022]
lottery-table bbox=[504, 2088, 1068, 2166]
ad-price: ΜΟΝΟ ΜΕ 1.600 Δρχ. bbox=[114, 1855, 361, 1878]
ad-line: 2. Γιάννενα - Μέτσοβο 25—27/12 bbox=[998, 1819, 1131, 1842]
notice-body: Η υπηρεσία άποκαταστάσεως σεισμοπλήκτων Βορείου Ελλάδος προκηρύσσει διαγωνισμό για τήν αποκατάσταση ζημιών σε σχολικά κτίρια. Πληροφορίες στα γραφεία τής ΥΑΣΒΕ. bbox=[631, 325, 798, 395]
article-body: Τό κεντρικό λιμεναρχείο Θεσσαλονίκης επέβαλε πρόστιμο 7.200 δρχ. και 15ήμερη κράτηση του άλιευτικού σκάφους, τού όποίου οί κυβερνήτες ψάρευαν με άπαγορευμένα εργαλεία στόν κόλπο Θεσσαλονίκης. Επίσης επέβαλε πρόστιμο 5.000 δρχ. στόν κυβερνήτη του δεξαμενόπλοιου. bbox=[241, 287, 423, 401]
doctors-title: ΓΙΑΤΡΟΙ ΘΕΣΣΑΛΟΝΙΚΗΣ bbox=[631, 586, 972, 621]
notice-title: ΠΡΟΜΗΘΕΙΑ ΚΑΤΑΓΡΑΦΕΑ bbox=[980, 137, 1140, 150]
ad-req: α) Είναι ηλικίας 25-35 ετών χωρίς στρατιωτικές υποχρεώσεις bbox=[1180, 1943, 1476, 1954]
section-sign: Επίσης συνελήφθη ο Αθ. Αντ. Κα bbox=[1172, 771, 1327, 782]
section-title: Η ΕΙΣΑΓΩΓΗ ΕΙΔΩΝ ΓΙΑ ΤΙΣ ΑΝΑΓΚΕΣ ΤΩΝ ΠΡΕΣΒΕΙΩΝ ΚΑΙ ΠΡΟΞΕΝΕΙΩΝ bbox=[62, 287, 222, 325]
ad-offer: α) Ανετο και ευχάριστο περιβάλλον έργασίας bbox=[1180, 1998, 1396, 2008]
lottery-row-desc: σέ 57 Ιδρύματα Αναπήρων Παιδιών bbox=[504, 2135, 747, 2151]
ad-xmas: ΧΡΙΣΤΟΥΓΕΝΝΑ ΠΡΩΤΟΧΡΟΝΙΑ ΣΤΗΝ ΒΟΥΛΓΑΡΙΑ bbox=[59, 1944, 416, 1981]
doctor-entry: ΔΙΑΓΝΩΣΙΣ — ΘΕΡΑΠΕΙΑ Αιματολόγος Τσιμισκή 72, τηλ. 276-518 bbox=[631, 748, 802, 788]
ad-line: ΦΙΛΙΠΠΟΥΠΟΛΗ - ΣΟΦΙΑ 24-27/12 bbox=[993, 1613, 1136, 1636]
section-body: ΑΘΗΝΑ, 15.— Τριάντα έπτά νέοι παιδικοί σταθμοί ιδρύονται μέ προεδρικό διάταγμα που σταλθηκε γιά δημοσίευση στην εφημερίδα τής Κυβερνήσεως. Στίς Αθήνας θά ιδρυθούν σταθμοί στίς συνοικίες Περιστέρι, Βύρωνας, Ζωγράφου και αλλού. bbox=[431, 687, 625, 788]
ad-brand: ΖΟΡΠΙΔΗΣ bbox=[1004, 1757, 1125, 1780]
ad-brand: SUNLIGHT A.E. bbox=[1180, 1282, 1392, 1311]
ad-hotel: NEW OTANI - ΒΙΤΟΣΣΑ bbox=[104, 1915, 370, 1940]
agency-address: Πλ. Αριστοτέλους 2, Τηλ. 273.145, 236.670 bbox=[269, 2058, 416, 2082]
ad-brand: SISMANIDIS bbox=[998, 1536, 1131, 1559]
lottery-row-amount: δρχ. 58.156.000 bbox=[956, 2088, 1068, 2103]
section-body: Από τήν ίδρα τής Καλλιμαχικής Ιστορίας άνακοινώνεται ότι τό πρόγραμμα των μεταπτυχιακών σπουδών ξεκινά τον Ιανουάριο. Οι ενδιαφερόμενοι πτυχιούχοι μπορούν να υποβάλουν αιτήσεις στη γραμματεία της σχολής. bbox=[1172, 362, 1326, 443]
notice-title: ΔΗΜΟΣ ΘΕΣΣΑΛΟΝΙΚΗΣ bbox=[100, 1223, 374, 1247]
ad-phone: ΤΗΛ. 237.859 - 223.292 bbox=[999, 1870, 1130, 1881]
section-body: ΑΘΗΝΑ, 15.— Μέ τήν ύπ' άριθ. Δ 1440/10 Δεκεμβρίου 1980 έγκύκλιο του Υπουργείου Οικονομικών καθορίζονται οί τελωνειακές διατυπώσεις γιά τήν είσαγωγή είδών από τις έξωτερικές πρεσβείες και προξενεία. bbox=[51, 329, 233, 430]
notice-title: ΕΚΜΙΣΘΩΣΗ ΧΩΡΟΥ bbox=[980, 521, 1100, 534]
section-body: Από το τμήμα ηθών και ανηλίκων της υποδιεύθυνσης ασφαλείας Θεσσαλονίκης συνελήφθησαν οι ιδιοκτήτες τριών καταστημάτων με ηλεκτρονικά παιχνίδια γιατί επέτρεπαν τη συμμετοχή ανηλίκων. bbox=[1172, 720, 1488, 767]
announcement-brand: PORTO CARRAS bbox=[471, 1417, 885, 1470]
dei-title: ΔΙΑΚΟΠΗ ΗΛΕΚΤΡΙΚΟΥ ΡΕΥΜΑΤΟΣ bbox=[686, 1035, 964, 1056]
ad-lead-text: ΕΛΑΤΕ ΤΩΡΑ ΣΤΗ bbox=[98, 1788, 286, 1811]
article-body-columns bbox=[51, 279, 423, 748]
ad-line: 1. Γύρος Πελοποννήσου bbox=[1006, 1807, 1122, 1818]
lottery-row-amount: δρχ. 43.810.000 bbox=[956, 2103, 1068, 2119]
ad-headline: ΕΚΔΡΟΜΕΣ ΧΡΙΣΤΟΥΓΕΝΝΩΝ bbox=[1017, 1783, 1111, 1805]
lottery-intro: Από τά έσοδα του Πρωτοχρονιάτικου Λαχείου (Κρατικού Λαχείου) μοιράστηκαν τό 1980 bbox=[525, 2043, 1047, 2080]
ad-detail: ΣΟΦΙΑ-ΦΙΛΙΠΠΟΥΠΟΛΗ: 23-26/12 και 24-27/12 bbox=[110, 2023, 365, 2035]
